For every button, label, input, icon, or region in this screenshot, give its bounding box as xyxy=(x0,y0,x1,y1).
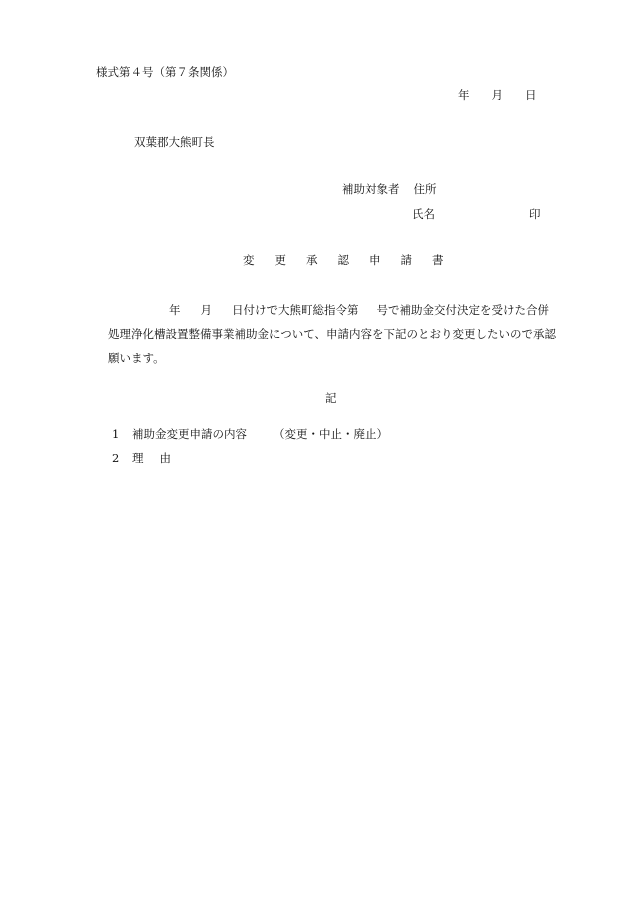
item-label: 補助金変更申請の内容 xyxy=(132,427,247,441)
item-label-a: 理 xyxy=(132,451,144,465)
title-char: 更 xyxy=(274,253,286,267)
list-item xyxy=(112,452,388,476)
address-label: 住所 xyxy=(413,182,437,196)
seal-mark: 印 xyxy=(529,207,541,221)
title-char: 請 xyxy=(400,253,412,267)
item-number: 2 xyxy=(112,451,120,465)
name-label: 氏名 xyxy=(412,207,435,221)
body-month: 月 xyxy=(200,303,212,317)
item-options: （変更・中止・廃止） xyxy=(273,427,388,441)
body-line-1 xyxy=(108,298,568,322)
date-year-label: 年 xyxy=(458,88,470,102)
item-number: 1 xyxy=(112,427,120,441)
recipient-name: 双葉郡大熊町長 xyxy=(134,135,215,149)
item-list xyxy=(112,428,388,476)
body-line-2: 処理浄化槽設置整備事業補助金について、申請内容を下記のとおり変更したいので承認 xyxy=(108,327,557,341)
title-char: 認 xyxy=(337,253,349,267)
title-char: 変 xyxy=(243,253,255,267)
form-number: 様式第４号（第７条関係） xyxy=(96,65,234,79)
document-title xyxy=(243,254,444,268)
list-item xyxy=(112,428,388,452)
body-paragraph xyxy=(108,298,568,370)
body-part2: 号で補助金交付決定を受けた合併 xyxy=(376,303,549,317)
date-day-label: 日 xyxy=(525,88,537,102)
body-part1: 日付けで大熊町総指令第 xyxy=(232,303,359,317)
item-label-b: 由 xyxy=(159,451,171,465)
date-line xyxy=(458,89,537,103)
title-char: 承 xyxy=(306,253,318,267)
applicant-block xyxy=(342,183,437,197)
body-year: 年 xyxy=(169,303,181,317)
applicant-label: 補助対象者 xyxy=(342,182,400,196)
title-char: 書 xyxy=(432,253,444,267)
ki-heading: 記 xyxy=(325,391,337,405)
date-month-label: 月 xyxy=(491,88,503,102)
body-line-3: 願います。 xyxy=(108,351,165,365)
title-char: 申 xyxy=(369,253,381,267)
